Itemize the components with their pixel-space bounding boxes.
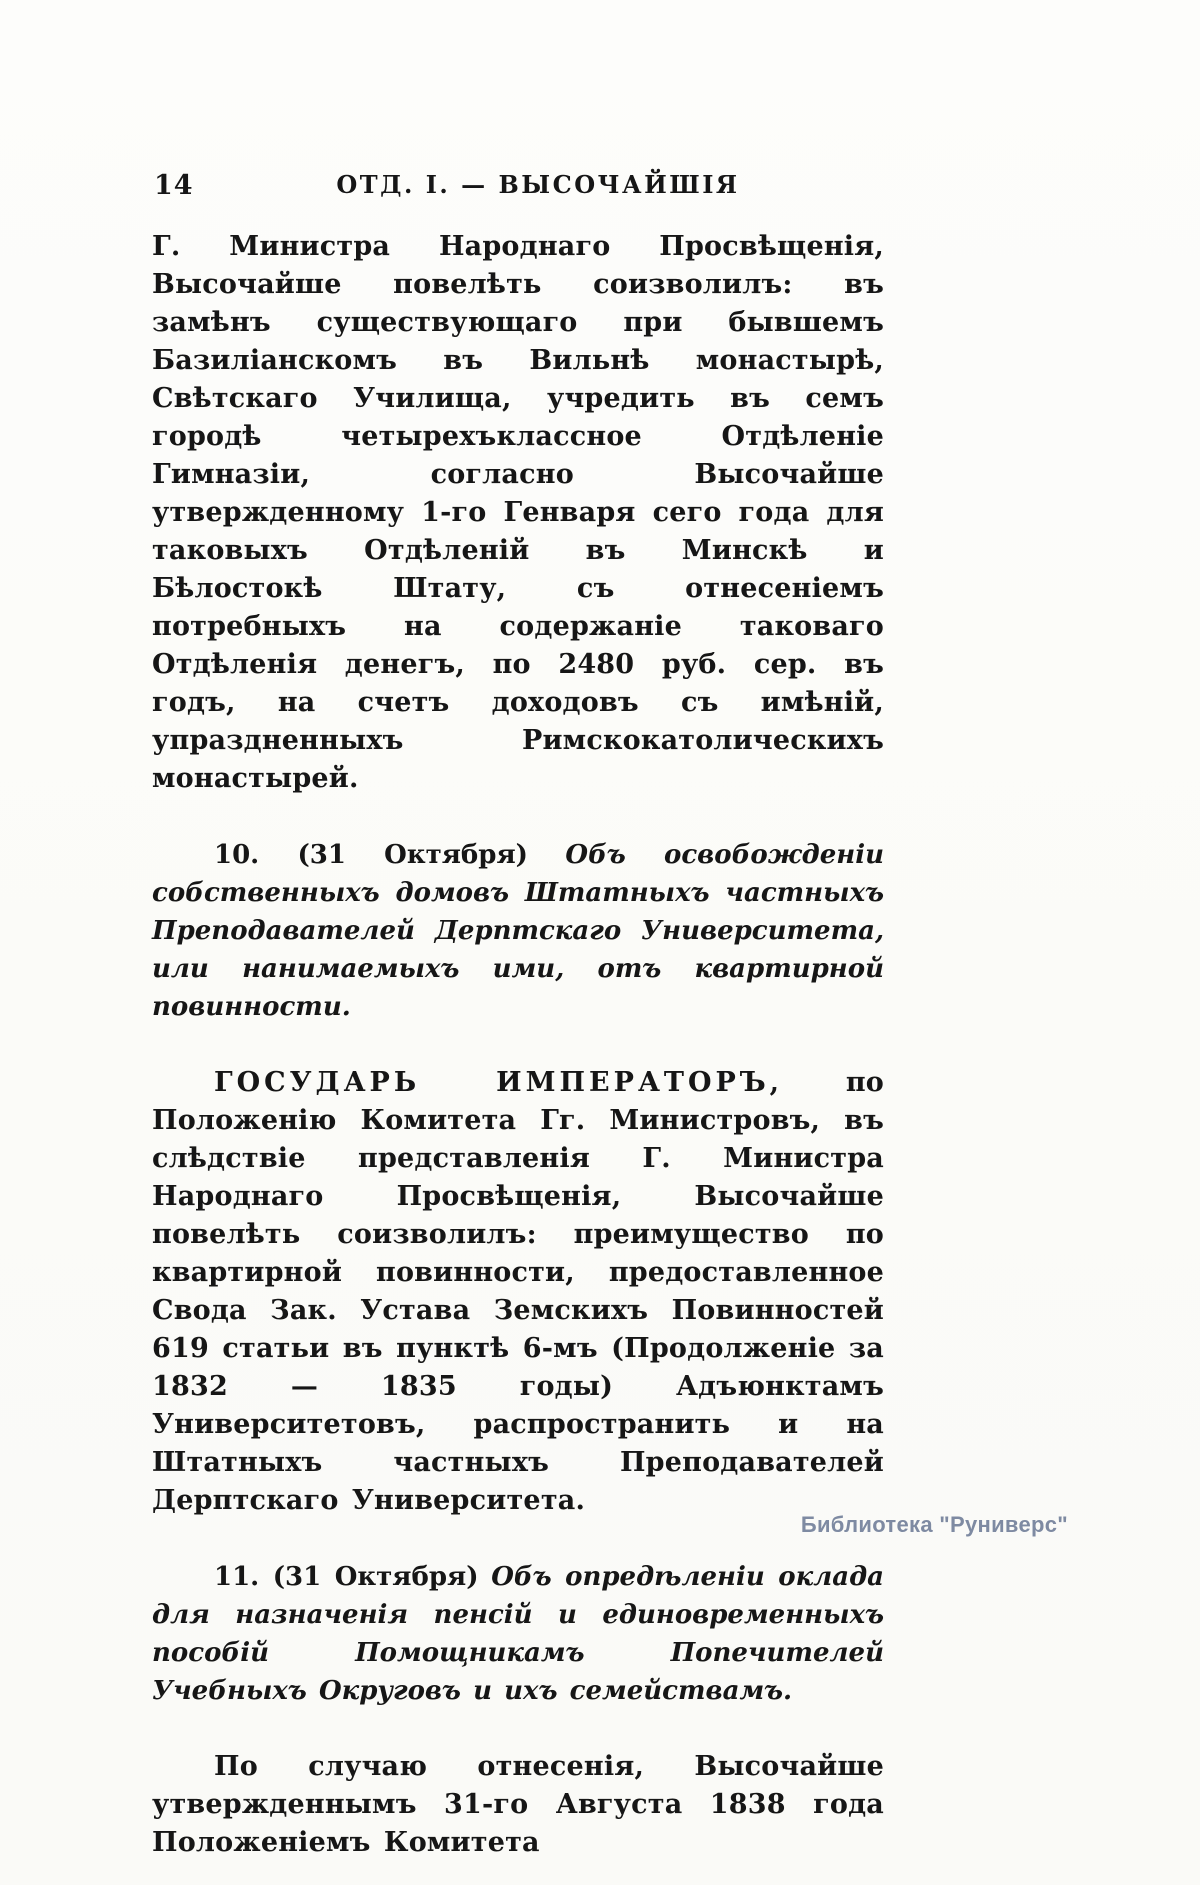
- section-10-body-text: , по Положенію Комитета Гг. Министровъ, въ слѣдствіе представленія Г. Министра Народнаго Просвѣщенія, Высочайше повелѣть соизволилъ: преимущество по квартирной повинности, предоставленное Свода Зак. Устава Земскихъ Повинностей 619 статьи въ пунктѣ 6-мъ (Продолженіе за 1832 — 1835 годы) Адъюнктамъ Университетовъ, распространить и на Штатныхъ частныхъ Преподавателей Дерптскаго Университета.: [152, 1067, 884, 1516]
- library-watermark: Библиотека "Руниверс": [800, 1512, 1068, 1537]
- section-11-heading: [152, 1558, 884, 1710]
- section-10-body: [152, 1064, 884, 1520]
- section-11-label: 11. (31 Октября): [214, 1562, 479, 1592]
- page-header: [152, 170, 884, 204]
- section-10-title: Объ освобожденіи собственныхъ домовъ Штатныхъ частныхъ Преподавателей Дерптскаго Университета, или нанимаемыхъ ими, отъ квартирной повинности.: [152, 840, 884, 1022]
- running-title: ОТД. I. — ВЫСОЧАЙШІЯ: [336, 170, 740, 199]
- text-block: [152, 170, 884, 1862]
- section-10-heading: [152, 836, 884, 1026]
- page-number: 14: [154, 170, 194, 201]
- section-11-title: Объ опредѣленіи оклада для назначенія пенсій и единовременныхъ пособій Помощникамъ Попечителей Учебныхъ Округовъ и ихъ семействамъ.: [152, 1562, 885, 1706]
- section-10-label: 10. (31 Октября): [214, 840, 528, 870]
- section-11-body: По случаю отнесенія, Высочайше утвержденнымъ 31-го Августа 1838 года Положеніемъ Комитета: [152, 1751, 884, 1858]
- opening-paragraph: Г. Министра Народнаго Просвѣщенія, Высочайше повелѣть соизволилъ: въ замѣнъ существующаго при бывшемъ Базиліанскомъ въ Вильнѣ монастырѣ, Свѣтскаго Училища, учредить въ семъ городѣ четырехъклассное Отдѣленіе Гимназіи, согласно Высочайше утвержденному 1-го Генваря сего года для таковыхъ Отдѣленій въ Минскѣ и Бѣлостокѣ Штату, съ отнесеніемъ потребныхъ на содержаніе таковаго Отдѣленія денегъ, по 2480 руб. сер. въ годъ, на счетъ доходовъ съ имѣній, упраздненныхъ Римскокатолическихъ монастырей.: [152, 231, 884, 794]
- emperor-smallcaps: ГОСУДАРЬ ИМПЕРАТОРЪ: [214, 1067, 770, 1098]
